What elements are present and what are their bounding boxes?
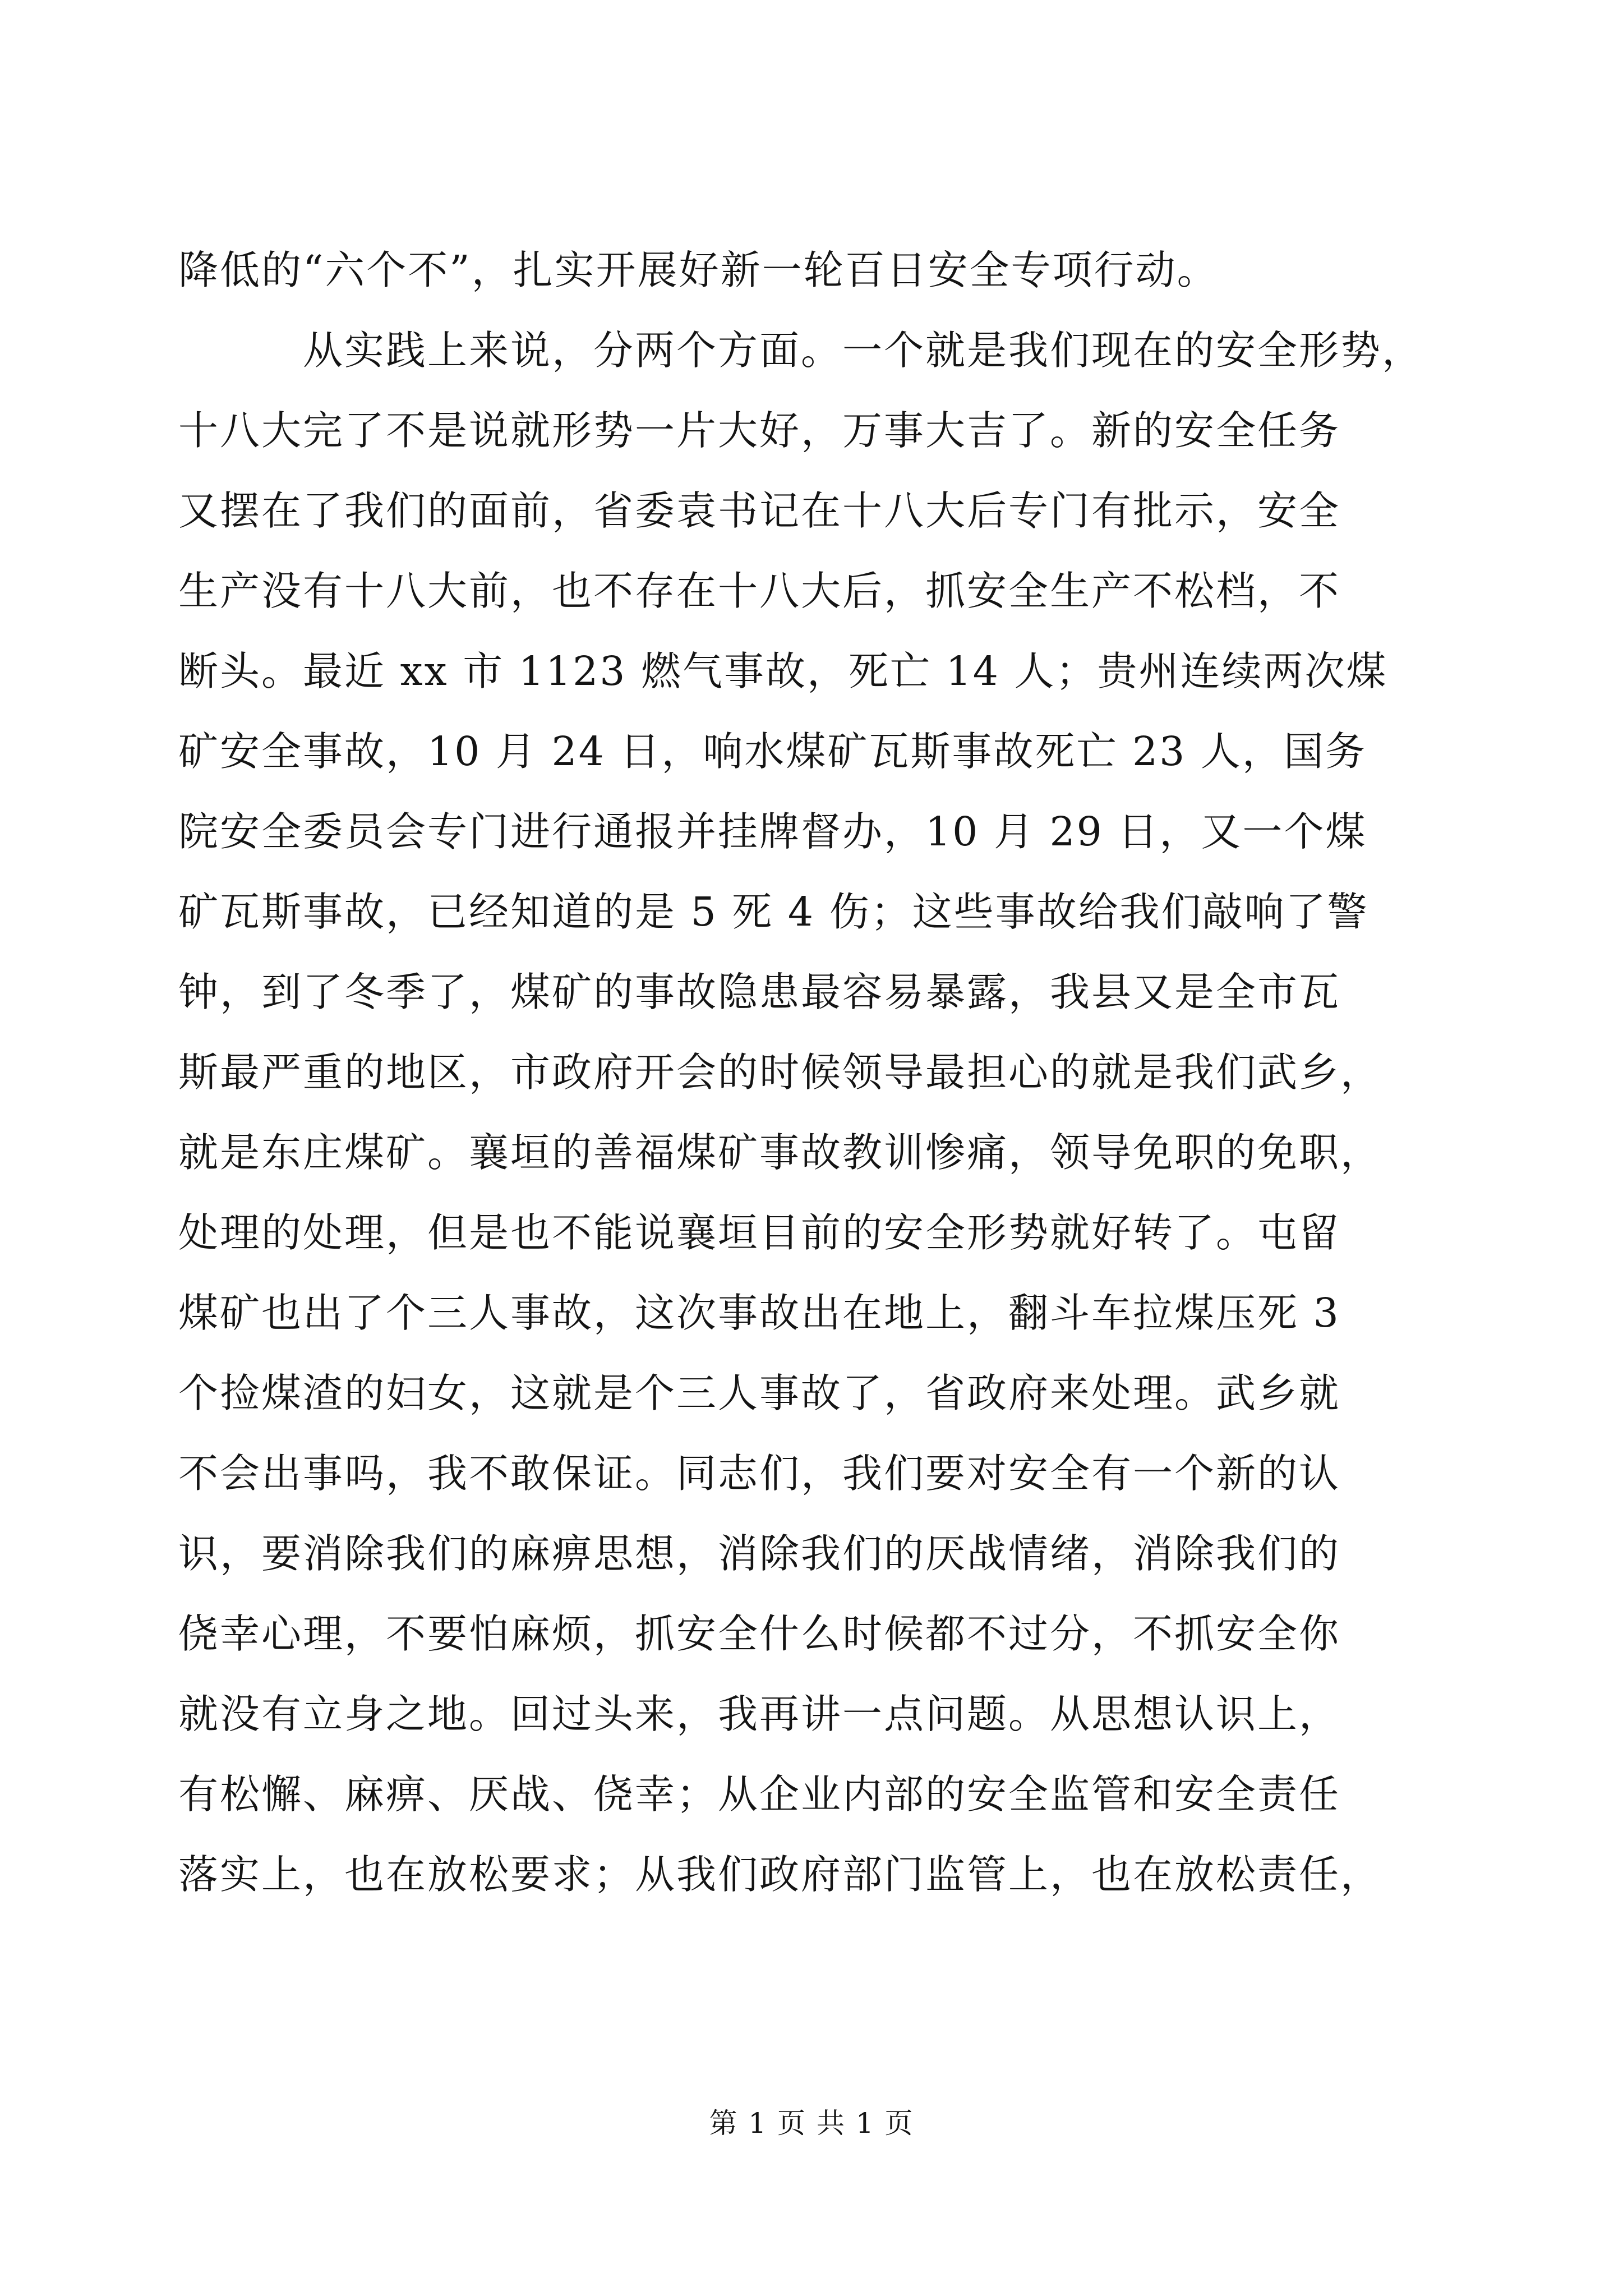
page-footer bbox=[0, 2101, 1623, 2146]
text-line-17: 识，要消除我们的麻痹思想，消除我们的厌战情绪，消除我们的 bbox=[178, 1530, 1341, 1577]
text-line-16: 不会出事吗，我不敢保证。同志们，我们要对安全有一个新的认 bbox=[178, 1450, 1341, 1497]
text-line-13: 处理的处理，但是也不能说襄垣目前的安全形势就好转了。屯留 bbox=[178, 1209, 1341, 1256]
text-line-20: 有松懈、麻痹、厌战、侥幸；从企业内部的安全监管和安全责任 bbox=[178, 1771, 1341, 1818]
text-line-8: 院安全委员会专门进行通报并挂牌督办，10 月 29 日，又一个煤 bbox=[178, 808, 1367, 855]
text-line-9: 矿瓦斯事故，已经知道的是 5 死 4 伤；这些事故给我们敲响了警 bbox=[178, 889, 1369, 935]
text-line-19: 就没有立身之地。回过头来，我再讲一点问题。从思想认识上， bbox=[178, 1691, 1341, 1737]
text-line-3: 十八大完了不是说就形势一片大好，万事大吉了。新的安全任务 bbox=[178, 407, 1341, 454]
text-line-10: 钟，到了冬季了，煤矿的事故隐患最容易暴露，我县又是全市瓦 bbox=[178, 969, 1341, 1015]
text-line-11: 斯最严重的地区，市政府开会的时候领导最担心的就是我们武乡， bbox=[178, 1049, 1382, 1096]
text-line-15: 个捡煤渣的妇女，这就是个三人事故了，省政府来处理。武乡就 bbox=[178, 1370, 1341, 1416]
document-body bbox=[178, 230, 1446, 1915]
text-line-2: 从实践上来说，分两个方面。一个就是我们现在的安全形势， bbox=[303, 327, 1424, 374]
page-number-label: 第 1 页 共 1 页 bbox=[709, 2107, 914, 2139]
text-line-18: 侥幸心理，不要怕麻烦，抓安全什么时候都不过分，不抓安全你 bbox=[178, 1611, 1341, 1657]
text-line-7: 矿安全事故，10 月 24 日，响水煤矿瓦斯事故死亡 23 人，国务 bbox=[178, 728, 1367, 775]
text-line-6: 断头。最近 xx 市 1123 燃气事故，死亡 14 人；贵州连续两次煤 bbox=[178, 648, 1388, 694]
text-line-12: 就是东庄煤矿。襄垣的善福煤矿事故教训惨痛，领导免职的免职， bbox=[178, 1129, 1382, 1176]
text-line-21: 落实上，也在放松要求；从我们政府部门监管上，也在放松责任， bbox=[178, 1851, 1382, 1898]
text-line-5: 生产没有十八大前，也不存在十八大后，抓安全生产不松档，不 bbox=[178, 568, 1341, 614]
text-line-14: 煤矿也出了个三人事故，这次事故出在地上，翻斗车拉煤压死 3 bbox=[178, 1290, 1340, 1336]
text-line-4: 又摆在了我们的面前，省委袁书记在十八大后专门有批示，安全 bbox=[178, 487, 1341, 534]
text-line-1: 降低的“六个不”，扎实开展好新一轮百日安全专项行动。 bbox=[178, 247, 1219, 293]
